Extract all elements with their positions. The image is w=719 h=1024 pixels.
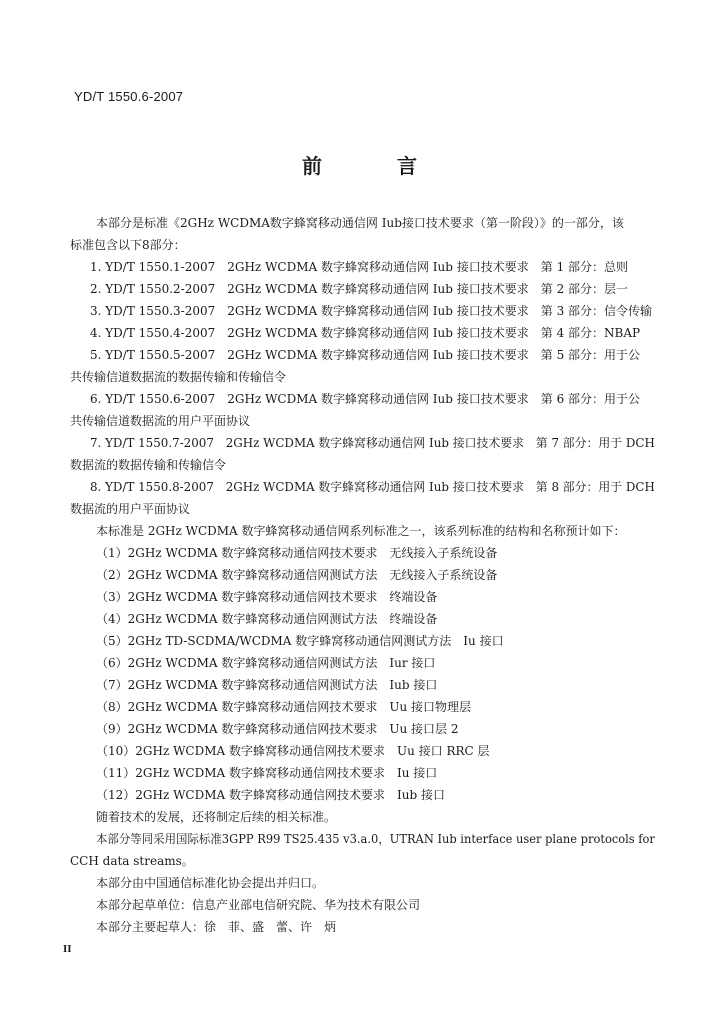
- series-item: （12）2GHz WCDMA 数字蜂窝移动通信网技术要求 Iub 接口: [96, 788, 445, 802]
- part-list-item: 6. YD/T 1550.6-2007 2GHz WCDMA 数字蜂窝移动通信网 Iub 接口技术要求 第 6 部分：用于公: [90, 392, 641, 406]
- paragraph-line: 本部分等同采用国际标准3GPP R99 TS25.435 v3.a.0，UTRAN Iub interface user plane protocols for: [96, 832, 655, 846]
- document-header: YD/T 1550.6-2007: [74, 89, 184, 104]
- paragraph-line: 本标准是 2GHz WCDMA 数字蜂窝移动通信网系列标准之一，该系列标准的结构和名称预计如下：: [96, 524, 626, 538]
- paragraph-line: 本部分主要起草人：徐 菲、盛 蕾、许 炳: [96, 920, 337, 934]
- part-list-item: 4. YD/T 1550.4-2007 2GHz WCDMA 数字蜂窝移动通信网 Iub 接口技术要求 第 4 部分：NBAP: [90, 326, 641, 340]
- part-list-item-cont: 共传输信道数据流的数据传输和传输信令: [70, 370, 287, 384]
- series-item: （4）2GHz WCDMA 数字蜂窝移动通信网测试方法 终端设备: [96, 612, 438, 626]
- series-item: （5）2GHz TD-SCDMA/WCDMA 数字蜂窝移动通信网测试方法 Iu 接口: [96, 634, 504, 648]
- series-item: （10）2GHz WCDMA 数字蜂窝移动通信网技术要求 Uu 接口 RRC 层: [96, 744, 490, 758]
- part-list-item: 1. YD/T 1550.1-2007 2GHz WCDMA 数字蜂窝移动通信网 Iub 接口技术要求 第 1 部分：总则: [90, 260, 629, 274]
- part-list-item-cont: 数据流的数据传输和传输信令: [70, 458, 227, 472]
- series-item: （7）2GHz WCDMA 数字蜂窝移动通信网测试方法 Iub 接口: [96, 678, 438, 692]
- paragraph-line: 标准包含以下8部分：: [70, 238, 186, 252]
- part-list-item: 7. YD/T 1550.7-2007 2GHz WCDMA 数字蜂窝移动通信网 Iub 接口技术要求 第 7 部分：用于 DCH: [90, 436, 655, 450]
- paragraph-line: CCH data streams。: [70, 854, 194, 868]
- paragraph-line: 本部分是标准《2GHz WCDMA数字蜂窝移动通信网 Iub接口技术要求（第一阶段）》的一部分，该: [96, 216, 624, 230]
- series-item: （3）2GHz WCDMA 数字蜂窝移动通信网技术要求 终端设备: [96, 590, 438, 604]
- part-list-item-cont: 数据流的用户平面协议: [70, 502, 191, 516]
- section-title: 前 言: [302, 154, 451, 178]
- paragraph-line: 本部分由中国通信标准化协会提出并归口。: [96, 876, 325, 890]
- part-list-item: 2. YD/T 1550.2-2007 2GHz WCDMA 数字蜂窝移动通信网 Iub 接口技术要求 第 2 部分：层一: [90, 282, 629, 296]
- series-item: （11）2GHz WCDMA 数字蜂窝移动通信网技术要求 Iu 接口: [96, 766, 438, 780]
- part-list-item: 8. YD/T 1550.8-2007 2GHz WCDMA 数字蜂窝移动通信网 Iub 接口技术要求 第 8 部分：用于 DCH: [90, 480, 655, 494]
- paragraph-line: 随着技术的发展，还将制定后续的相关标准。: [96, 810, 337, 824]
- part-list-item: 3. YD/T 1550.3-2007 2GHz WCDMA 数字蜂窝移动通信网 Iub 接口技术要求 第 3 部分：信令传输: [90, 304, 653, 318]
- series-item: （8）2GHz WCDMA 数字蜂窝移动通信网技术要求 Uu 接口物理层: [96, 700, 472, 714]
- series-item: （2）2GHz WCDMA 数字蜂窝移动通信网测试方法 无线接入子系统设备: [96, 568, 498, 582]
- series-item: （6）2GHz WCDMA 数字蜂窝移动通信网测试方法 Iur 接口: [96, 656, 436, 670]
- series-item: （9）2GHz WCDMA 数字蜂窝移动通信网技术要求 Uu 接口层 2: [96, 722, 459, 736]
- part-list-item: 5. YD/T 1550.5-2007 2GHz WCDMA 数字蜂窝移动通信网 Iub 接口技术要求 第 5 部分：用于公: [90, 348, 641, 362]
- page-number: II: [63, 943, 72, 955]
- part-list-item-cont: 共传输信道数据流的用户平面协议: [70, 414, 251, 428]
- series-item: （1）2GHz WCDMA 数字蜂窝移动通信网技术要求 无线接入子系统设备: [96, 546, 498, 560]
- paragraph-line: 本部分起草单位：信息产业部电信研究院、华为技术有限公司: [96, 898, 421, 912]
